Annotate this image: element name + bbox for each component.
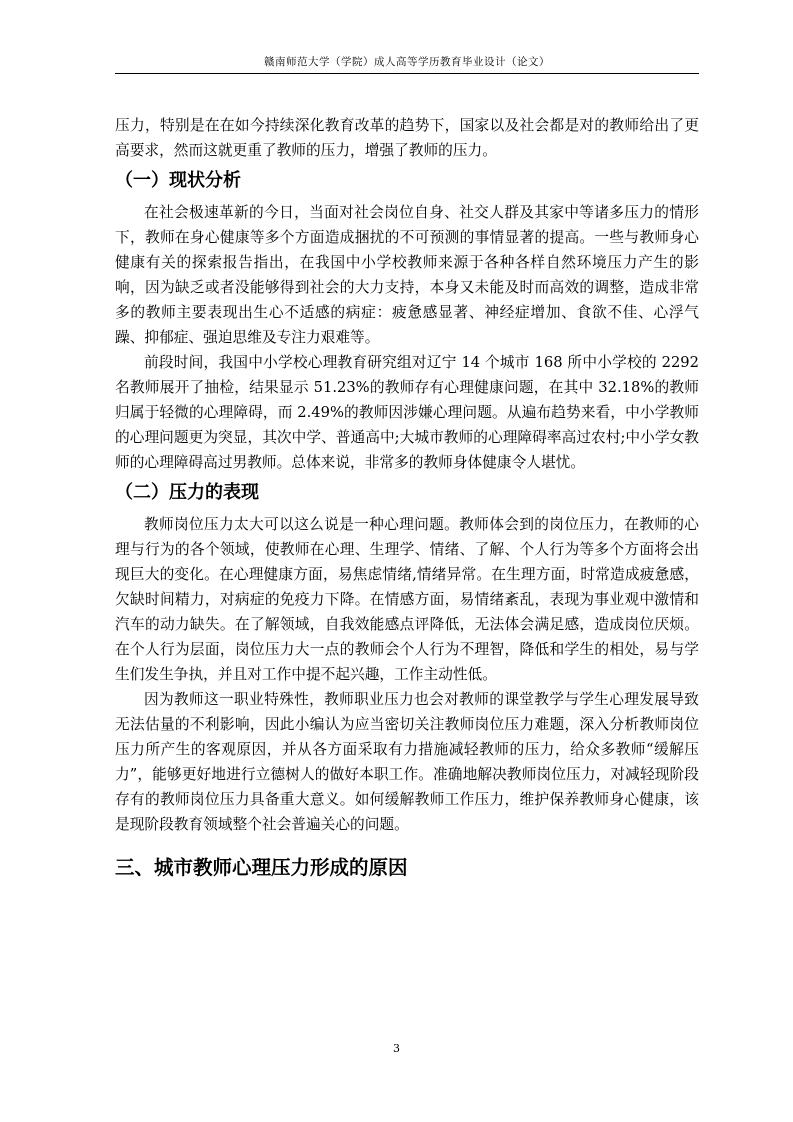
paragraph-manifest-2: 因为教师这一职业特殊性，教师职业压力也会对教师的课堂教学与学生心理发展导致无法估量的不利影响，因此小编认为应当密切关注教师岗位压力难题，深入分析教师岗位压力所产生的客观原因，并从各方面采取有力措施减轻教师的压力，给众多教师“缓解压力”，能够更好地进行立德树人的做好本职工作。准确地解决教师岗位压力，对减轻现阶段存有的教师岗位压力具备重大意义。如何缓解教师工作压力，维护保养教师身心健康，该是现阶段教育领域整个社会普遍关心的问题。: [115, 691, 699, 833]
heading-stress-manifestation: （二）压力的表现: [115, 482, 259, 503]
paragraph-current-1: 在社会极速革新的今日，当面对社会岗位自身、社交人群及其家中等诸多压力的情形下，教师在身心健康等多个方面造成捆扰的不可预测的事情显著的提高。一些与教师身心健康有关的探索报告指出，在我国中小学校教师来源于各种各样自然环境压力产生的影响，因为缺乏或者没能够得到社会的大力支持，本身又未能及时而高效的调整，造成非常多的教师主要表现出生心不适感的病症：疲惫感显著、神经症增加、食欲不佳、心浮气躁、抑郁症、强迫思维及专注力艰难等。: [115, 204, 699, 346]
page-content: [115, 113, 699, 883]
page-number: 3: [393, 1042, 400, 1055]
paragraph-current-2: 前段时间，我国中小学校心理教育研究组对辽宁 14 个城市 168 所中小学校的 2292 名教师展开了抽检，结果显示 51.23%的教师存有心理健康问题，在其中 32.18%的教师归属于轻微的心理障碍，而 2.49%的教师因涉嫌心理问题。从遍布趋势来看，中小学教师的心理问题更为突显，其次中学、普通高中;大城市教师的心理障碍率高过农村;中小学女教师的心理障碍高过男教师。总体来说，非常多的教师身体健康令人堪忧。: [115, 354, 699, 471]
paragraph-manifest-1: 教师岗位压力太大可以这么说是一种心理问题。教师体会到的岗位压力，在教师的心理与行为的各个领域，使教师在心理、生理学、情绪、了解、个人行为等多个方面将会出现巨大的变化。在心理健康方面，易焦虑情绪,情绪异常。在生理方面，时常造成疲惫感，欠缺时间精力，对病症的免疫力下降。在情感方面，易情绪紊乱，表现为事业观中激情和汽车的动力缺失。在了解领域，自我效能感点评降低，无法体会满足感，造成岗位厌烦。在个人行为层面，岗位压力大一点的教师会个人行为不理智，降低和学生的相处，易与学生们发生争执，并且对工作中提不起兴趣，工作主动性低。: [115, 516, 699, 683]
paragraph-intro: 压力，特别是在在如今持续深化教育改革的趋势下，国家以及社会都是对的教师给出了更高要求，然而这就更重了教师的压力，增强了教师的压力。: [115, 117, 699, 159]
header-divider: [115, 73, 699, 74]
heading-section-3: 三、城市教师心理压力形成的原因: [115, 856, 408, 879]
heading-current-analysis: （一）现状分析: [115, 170, 241, 191]
running-header: 赣南师范大学（学院）成人高等学历教育毕业设计（论文）: [264, 56, 550, 68]
